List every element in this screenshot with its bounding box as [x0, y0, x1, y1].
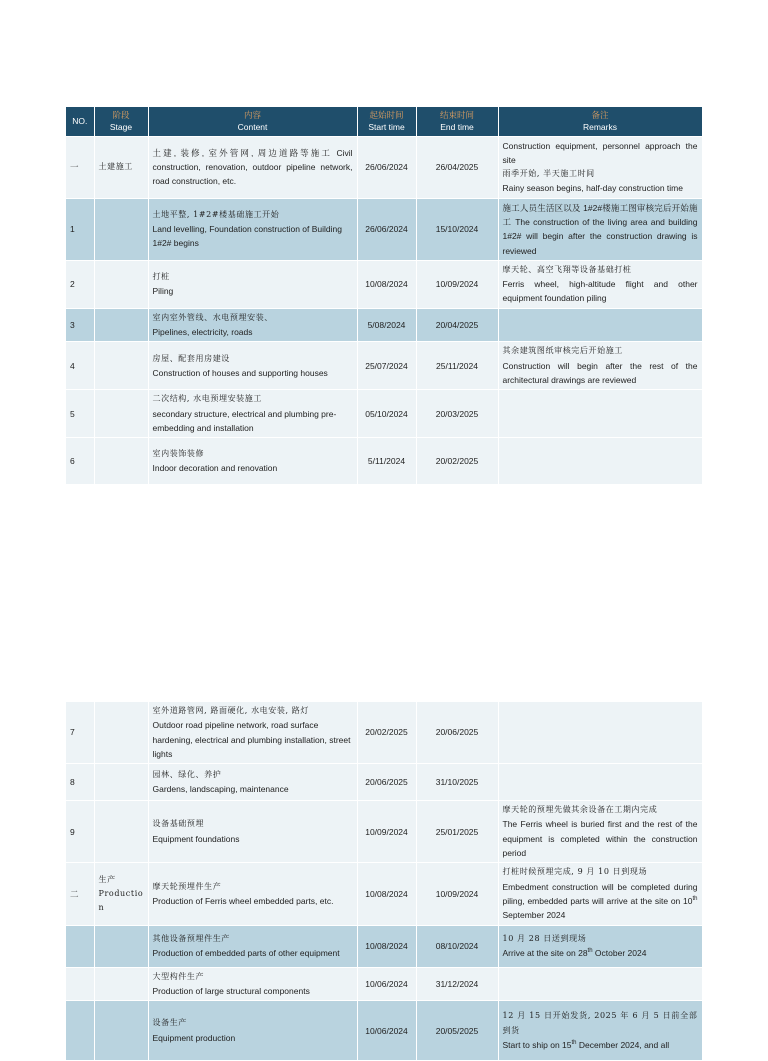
cell-content [148, 1001, 357, 1061]
cell-stage [94, 342, 148, 390]
cell-content [148, 702, 357, 764]
cell-line: 房屋、配套用房建设 [152, 353, 230, 363]
cell-stage [94, 702, 148, 764]
cell-no: 9 [66, 801, 94, 863]
cell-stage: 生产 Productio n [94, 863, 148, 925]
cell-line: Production of large structural components [152, 985, 310, 996]
cell-line: 设备基础预埋 [152, 819, 205, 829]
cell-remarks [498, 801, 702, 863]
cell-line: secondary structure, electrical and plumbing pre-embedding and installation [152, 408, 337, 433]
cell-content [148, 198, 357, 260]
table-row [66, 308, 702, 342]
cell-line: Pipelines, electricity, roads [152, 327, 253, 338]
cell-end-time: 20/03/2025 [416, 390, 498, 438]
cell-content [148, 308, 357, 342]
cell-start-time: 10/08/2024 [357, 863, 416, 925]
cell-stage [94, 801, 148, 863]
cell-start-time: 10/06/2024 [357, 1001, 416, 1061]
cell-end-time: 20/02/2025 [416, 438, 498, 485]
cell-remarks [498, 136, 702, 198]
cell-stage [94, 764, 148, 801]
cell-stage [94, 260, 148, 308]
cell-content [148, 967, 357, 1001]
table-row [66, 136, 702, 198]
header-no: NO. [66, 107, 94, 136]
cell-content [148, 801, 357, 863]
table-row [66, 390, 702, 438]
table-row [66, 801, 702, 863]
cell-line: 其余建筑图纸审核完后开始施工 [502, 346, 623, 356]
cell-end-time: 20/04/2025 [416, 308, 498, 342]
cell-start-time: 26/06/2024 [357, 198, 416, 260]
cell-stage [94, 925, 148, 967]
cell-line: 土地平整, 1#2#楼基础施工开始 [152, 209, 280, 219]
cell-no [66, 925, 94, 967]
cell-no: 3 [66, 308, 94, 342]
cell-no [66, 967, 94, 1001]
cell-line: Piling [152, 286, 174, 297]
header-end-time: 结束时间 End time [416, 107, 498, 136]
cell-stage [94, 1001, 148, 1061]
cell-line: Land levelling, Foundation construction of Building 1#2# begins [152, 224, 342, 249]
table-row [66, 1001, 702, 1061]
cell-remarks [498, 702, 702, 764]
cell-line: 土建, 装修, 室外管网, 周边道路等施工 Civil construction, renovation, outdoor pipeline network, road construction, etc. [152, 147, 353, 187]
cell-line: Ferris wheel, high-altitude flight and other equipment foundation piling [502, 279, 698, 304]
cell-line: Rainy season begins, half-day construction time [502, 183, 683, 194]
cell-start-time: 5/11/2024 [357, 438, 416, 485]
cell-end-time: 26/04/2025 [416, 136, 498, 198]
cell-stage [94, 308, 148, 342]
cell-end-time: 10/09/2024 [416, 260, 498, 308]
cell-line: 施工人员生活区以及 1#2#楼施工图审核完后开始施工 The construction of the living area and building 1#2# will begin after the construction drawing is reviewed [502, 202, 698, 256]
cell-line: 10 月 28 日送到现场 [502, 933, 587, 943]
cell-remarks [498, 308, 702, 342]
cell-end-time: 20/06/2025 [416, 702, 498, 764]
cell-line: 打桩时候预埋完成, 9 月 10 日到现场 [502, 867, 648, 877]
cell-end-time: 20/05/2025 [416, 1001, 498, 1061]
cell-line: 其他设备预埋件生产 [152, 933, 230, 943]
cell-stage [94, 390, 148, 438]
cell-line: Outdoor road pipeline network, road surface hardening, electrical and plumbing installation, street lights [152, 720, 351, 759]
cell-content [148, 438, 357, 485]
table-row [66, 925, 702, 967]
cell-content [148, 863, 357, 925]
cell-line: Equipment foundations [152, 833, 240, 844]
cell-line: Gardens, landscaping, maintenance [152, 784, 289, 795]
cell-content [148, 260, 357, 308]
header-stage: 阶段 Stage [94, 107, 148, 136]
cell-content [148, 390, 357, 438]
cell-start-time: 05/10/2024 [357, 390, 416, 438]
cell-line: 打桩 [152, 272, 170, 282]
table-row [66, 764, 702, 801]
cell-line: Production of Ferris wheel embedded parts, etc. [152, 895, 334, 906]
header-start-time: 起始时间 Start time [357, 107, 416, 136]
cell-content [148, 342, 357, 390]
header-row [66, 107, 702, 136]
cell-start-time: 20/06/2025 [357, 764, 416, 801]
cell-content [148, 136, 357, 198]
cell-line: 摩天轮、高空飞翔等设备基础打桩 [502, 264, 632, 274]
cell-line: Equipment production [152, 1032, 236, 1043]
cell-end-time: 15/10/2024 [416, 198, 498, 260]
cell-remarks [498, 198, 702, 260]
header-content: 内容 Content [148, 107, 357, 136]
cell-no: 6 [66, 438, 94, 485]
cell-no: 5 [66, 390, 94, 438]
cell-line: 设备生产 [152, 1018, 187, 1028]
cell-line: Construction will begin after the rest of the architectural drawings are reviewed [502, 360, 698, 385]
cell-line: 二次结构, 水电预埋安装施工 [152, 394, 262, 404]
cell-stage [94, 438, 148, 485]
cell-remarks [498, 764, 702, 801]
cell-remarks [498, 925, 702, 967]
cell-start-time: 10/09/2024 [357, 801, 416, 863]
cell-line: Construction of houses and supporting houses [152, 367, 328, 378]
cell-no: 1 [66, 198, 94, 260]
cell-line: 雨季开始, 半天施工时间 [502, 169, 595, 179]
cell-end-time: 25/01/2025 [416, 801, 498, 863]
cell-end-time: 10/09/2024 [416, 863, 498, 925]
cell-line: Start to ship on 15th December 2024, and all [502, 1039, 670, 1050]
cell-line: The Ferris wheel is buried first and the rest of the equipment is completed within the construction period [502, 819, 698, 859]
cell-remarks [498, 1001, 702, 1061]
cell-no: 一 [66, 136, 94, 198]
cell-content [148, 925, 357, 967]
cell-stage [94, 198, 148, 260]
cell-no: 7 [66, 702, 94, 764]
cell-end-time: 31/12/2024 [416, 967, 498, 1001]
cell-no: 2 [66, 260, 94, 308]
cell-end-time: 25/11/2024 [416, 342, 498, 390]
cell-line: 12 月 15 日开始发货, 2025 年 6 月 5 日前全部到货 [502, 1011, 698, 1035]
cell-stage: 土建施工 [94, 136, 148, 198]
table-row [66, 863, 702, 925]
cell-line: 室内室外管线、水电预埋安装、 [152, 312, 273, 322]
cell-line: 摩天轮的预埋先做其余设备在工期内完成 [502, 805, 658, 815]
cell-end-time: 31/10/2025 [416, 764, 498, 801]
cell-start-time: 25/07/2024 [357, 342, 416, 390]
cell-line: 园林、绿化、养护 [152, 769, 222, 779]
cell-stage [94, 967, 148, 1001]
cell-start-time: 10/08/2024 [357, 925, 416, 967]
cell-line: 大型构件生产 [152, 971, 205, 981]
table-row [66, 342, 702, 390]
cell-start-time: 5/08/2024 [357, 308, 416, 342]
header-remarks: 备注 Remarks [498, 107, 702, 136]
cell-no: 4 [66, 342, 94, 390]
cell-line: Production of embedded parts of other equipment [152, 948, 340, 959]
cell-line: 室内装饰装修 [152, 448, 205, 458]
cell-remarks [498, 863, 702, 925]
cell-line: Indoor decoration and renovation [152, 463, 278, 474]
cell-remarks [498, 260, 702, 308]
cell-start-time: 26/06/2024 [357, 136, 416, 198]
table-row [66, 260, 702, 308]
cell-start-time: 10/08/2024 [357, 260, 416, 308]
cell-no [66, 1001, 94, 1061]
table-row [66, 438, 702, 485]
cell-line: 摩天轮预埋件生产 [152, 881, 222, 891]
cell-start-time: 20/02/2025 [357, 702, 416, 764]
cell-end-time: 08/10/2024 [416, 925, 498, 967]
cell-line: Embedment construction will be completed during piling, embedded parts will arrive at the site on 10th September 2024 [502, 881, 698, 921]
cell-no: 二 [66, 863, 94, 925]
schedule-table-bottom [66, 702, 703, 1061]
schedule-table-top [66, 107, 703, 485]
cell-content [148, 764, 357, 801]
cell-remarks [498, 967, 702, 1001]
cell-line: Construction equipment, personnel approach the site [502, 140, 698, 165]
cell-start-time: 10/06/2024 [357, 967, 416, 1001]
table-row [66, 198, 702, 260]
cell-line: Arrive at the site on 28th October 2024 [502, 948, 647, 959]
cell-remarks [498, 342, 702, 390]
table-row [66, 967, 702, 1001]
cell-remarks [498, 438, 702, 485]
cell-no: 8 [66, 764, 94, 801]
table-row [66, 702, 702, 764]
cell-line: 室外道路管网, 路面硬化, 水电安装, 路灯 [152, 706, 309, 715]
cell-remarks [498, 390, 702, 438]
